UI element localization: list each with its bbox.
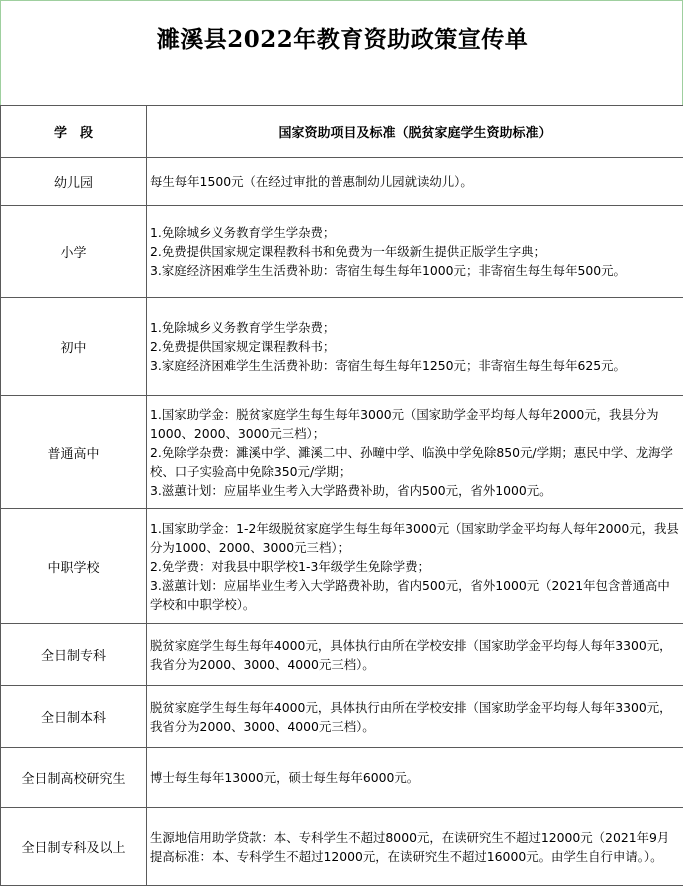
detail-cell: [147, 509, 683, 624]
header-detail: 国家资助项目及标准（脱贫家庭学生资助标准）: [147, 106, 683, 158]
detail-line: 3.家庭经济困难学生生活费补助：寄宿生每生每年1000元；非寄宿生每生每年500元。: [150, 263, 626, 278]
detail-line: 1.免除城乡义务教育学生学杂费；: [150, 225, 336, 240]
header-stage: 学 段: [1, 106, 147, 158]
stage-cell: 全日制专科及以上: [1, 808, 147, 886]
stage-cell: 幼儿园: [1, 158, 147, 206]
policy-table: [0, 105, 683, 886]
detail-cell: [147, 808, 683, 886]
stage-cell: 普通高中: [1, 396, 147, 509]
detail-line: 3.家庭经济困难学生生活费补助：寄宿生每生每年1250元；非寄宿生每生每年625元。: [150, 358, 626, 373]
page-title: 濉溪县2022年教育资助政策宣传单: [156, 26, 529, 53]
stage-cell: 全日制高校研究生: [1, 748, 147, 808]
detail-line: 3.滋蕙计划：应届毕业生考入大学路费补助，省内500元，省外1000元。: [150, 482, 552, 498]
detail-line: 2.免费提供国家规定课程教科书；: [150, 339, 336, 354]
detail-cell: [147, 298, 683, 396]
table-row-vocational: [1, 509, 683, 624]
stage-cell: 全日制本科: [1, 686, 147, 748]
title-band: [0, 0, 683, 105]
detail-line: 博士每生每年13000元，硕士每生每年6000元。: [150, 770, 420, 785]
detail-cell: [147, 158, 683, 206]
detail-line: 2.免除学杂费：濉溪中学、濉溪二中、孙疃中学、临涣中学免除850元/学期；惠民中学、龙海学校、口子实验高中免除350元/学期；: [150, 444, 673, 479]
detail-line: 3.滋蕙计划：应届毕业生考入大学路费补助，省内500元，省外1000元（2021年包含普通高中学校和中职学校）。: [150, 577, 670, 612]
stage-cell: 小学: [1, 206, 147, 298]
detail-line: 1.免除城乡义务教育学生学杂费；: [150, 320, 336, 335]
detail-line: 每生每年1500元（在经过审批的普惠制幼儿园就读幼儿）。: [150, 174, 473, 189]
table-row-kindergarten: [1, 158, 683, 206]
stage-cell: 初中: [1, 298, 147, 396]
detail-cell: [147, 686, 683, 748]
detail-line: 1.国家助学金：脱贫家庭学生每生每年3000元（国家助学金平均每人每年2000元，我县分为1000、2000、3000元三档）；: [150, 406, 659, 441]
table-header-row: [1, 106, 683, 158]
table-row-postgraduate: [1, 748, 683, 808]
detail-line: 脱贫家庭学生每生每年4000元，具体执行由所在学校安排（国家助学金平均每人每年3300元，我省分为2000、3000、4000元三档）。: [150, 699, 672, 734]
table-row-junior: [1, 298, 683, 396]
detail-cell: [147, 748, 683, 808]
detail-line: 2.免费提供国家规定课程教科书和免费为一年级新生提供正版学生字典；: [150, 244, 546, 259]
detail-cell: [147, 206, 683, 298]
detail-cell: [147, 396, 683, 509]
detail-line: 1.国家助学金：1-2年级脱贫家庭学生每生每年3000元（国家助学金平均每人每年2000元，我县分为1000、2000、3000元三档）；: [150, 520, 679, 555]
stage-cell: 全日制专科: [1, 624, 147, 686]
stage-cell: 中职学校: [1, 509, 147, 624]
table-row-primary: [1, 206, 683, 298]
table-row-senior-high: [1, 396, 683, 509]
detail-line: 生源地信用助学贷款：本、专科学生不超过8000元，在读研究生不超过12000元（2021年9月提高标准：本、专科学生不超过12000元，在读研究生不超过16000元。由学生自行申请。）。: [150, 829, 670, 864]
table-row-junior-college: [1, 624, 683, 686]
detail-cell: [147, 624, 683, 686]
table-row-undergraduate: [1, 686, 683, 748]
table-row-loan: [1, 808, 683, 886]
detail-line: 脱贫家庭学生每生每年4000元，具体执行由所在学校安排（国家助学金平均每人每年3300元，我省分为2000、3000、4000元三档）。: [150, 637, 672, 672]
detail-line: 2.免学费：对我县中职学校1-3年级学生免除学费；: [150, 558, 430, 574]
